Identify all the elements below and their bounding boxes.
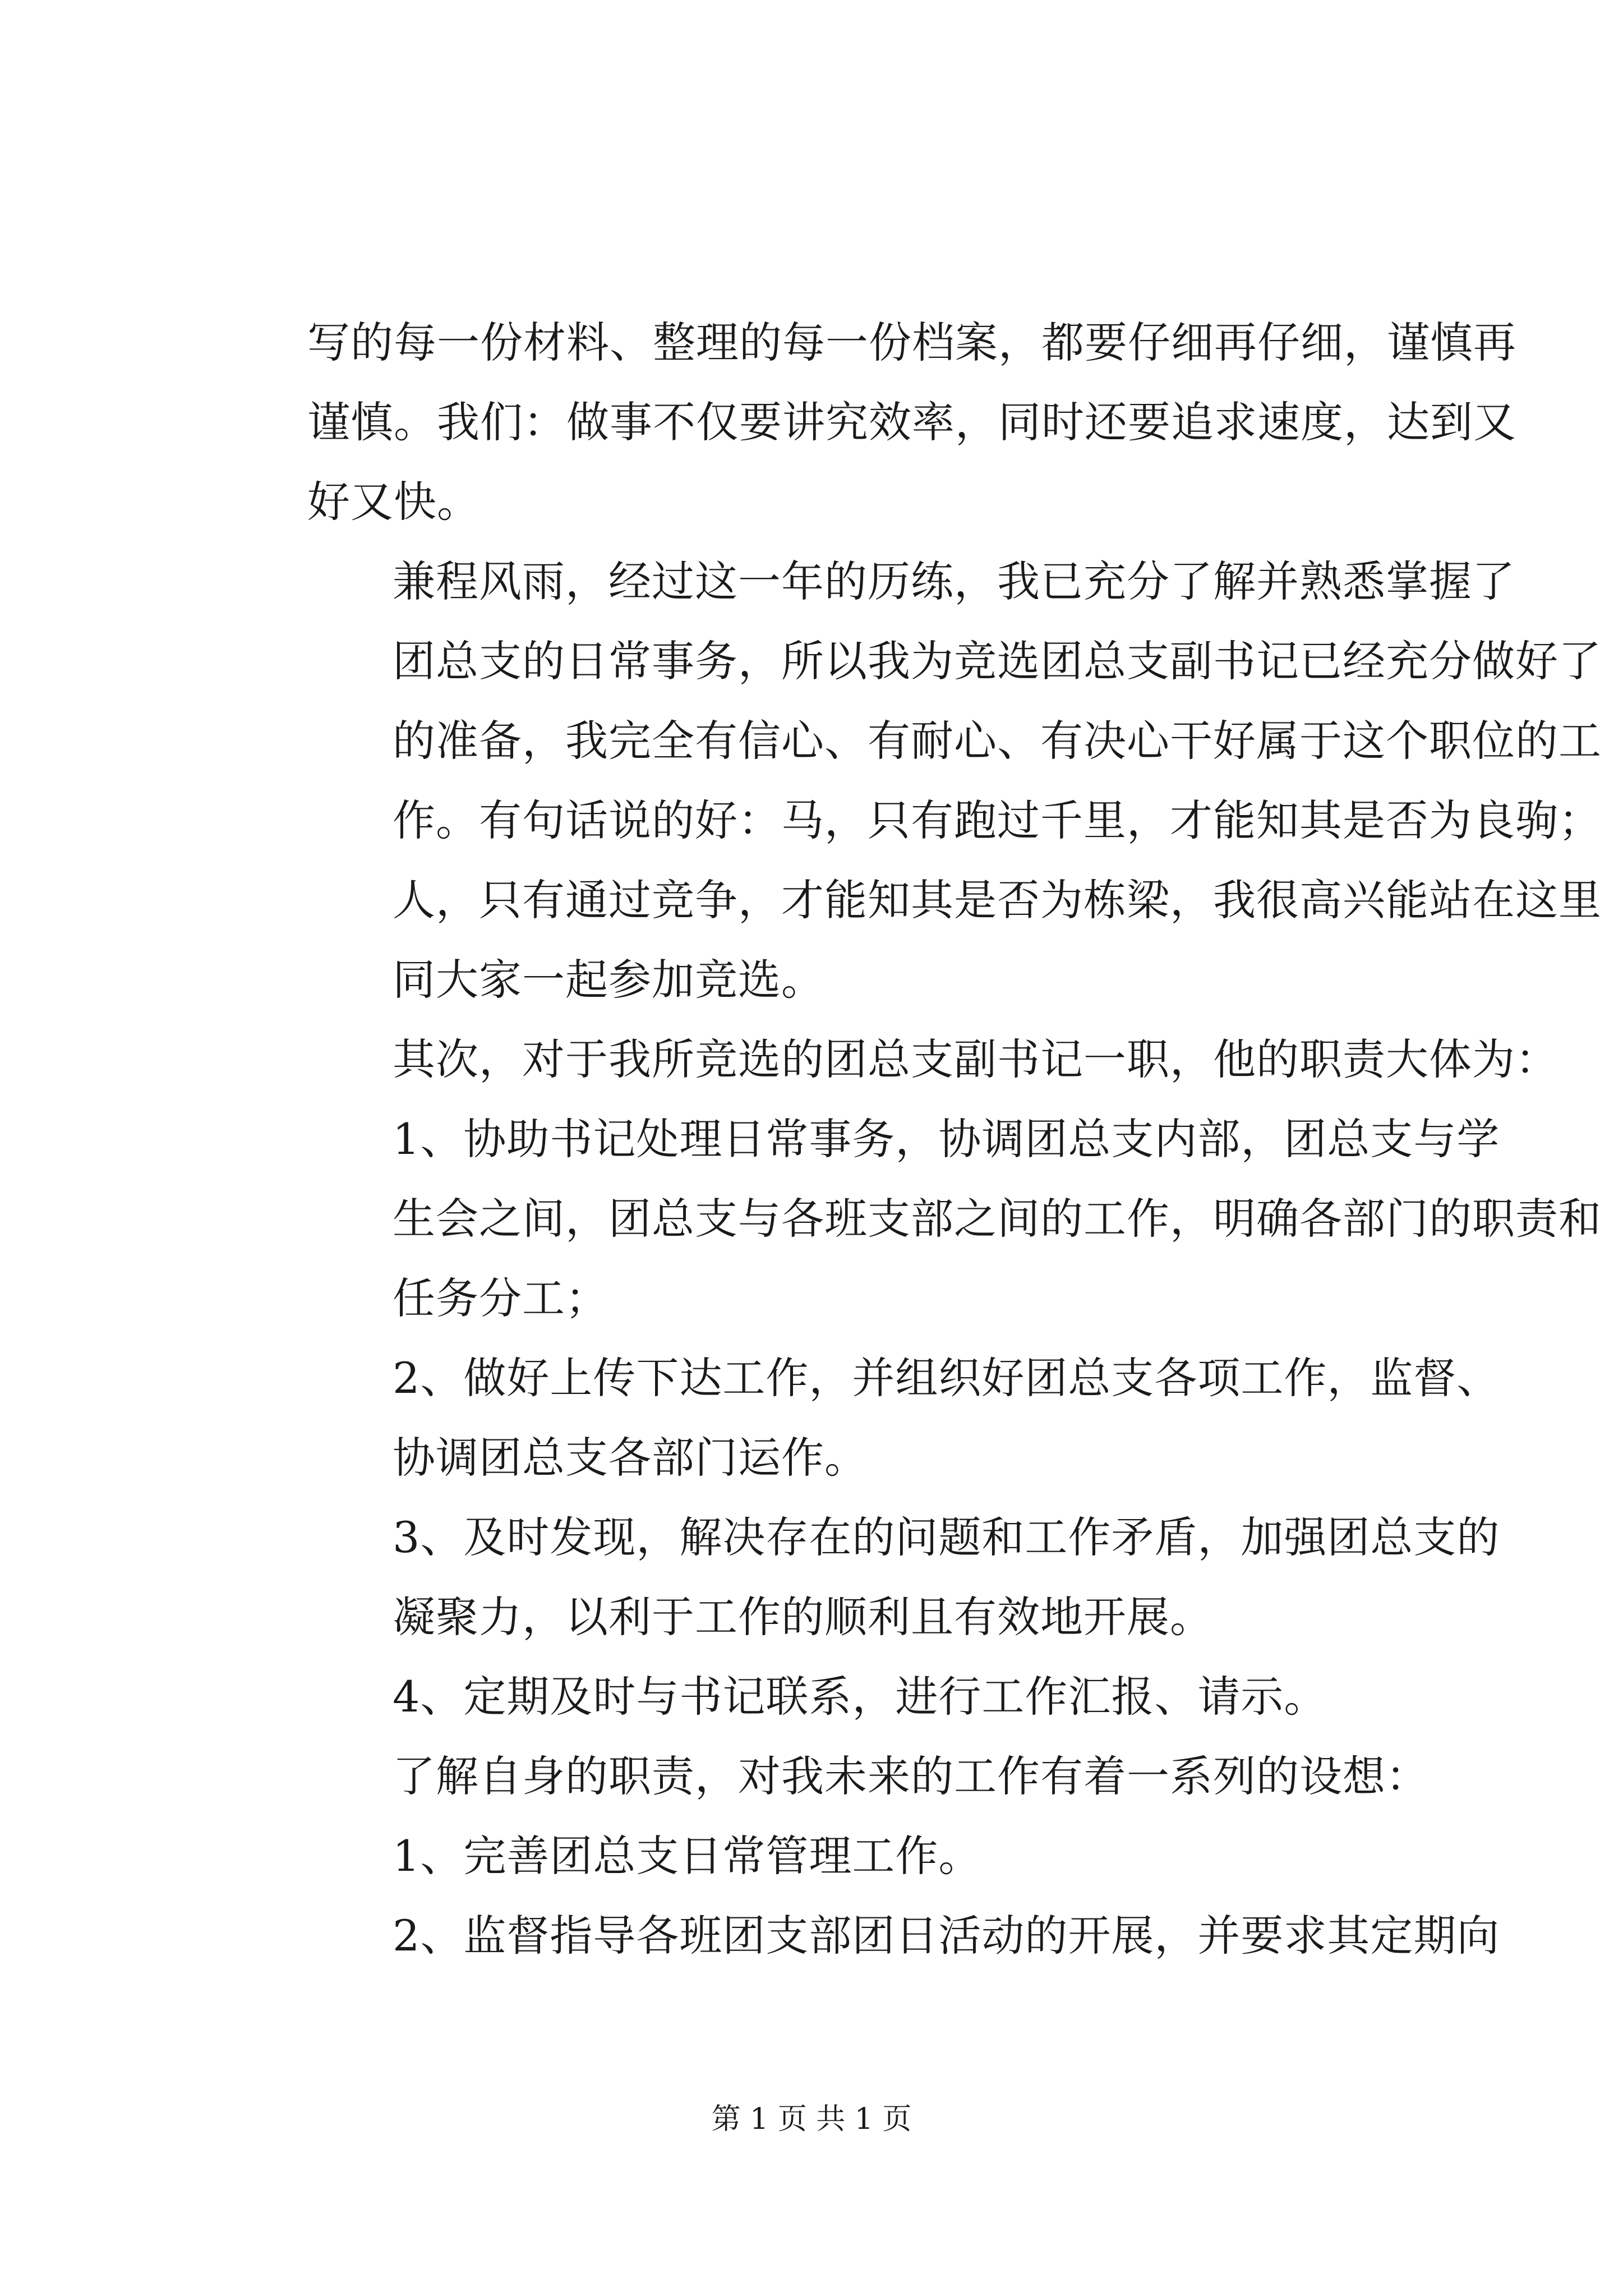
text-line: 4、定期及时与书记联系，进行工作汇报、请示。: [393, 1672, 1327, 1722]
text-line: 了解自身的职责，对我未来的工作有着一系列的设想：: [393, 1751, 1429, 1801]
text-line: 作。有句话说的好：马，只有跑过千里，才能知其是否为良驹；: [393, 795, 1602, 845]
text-line: 任务分工；: [393, 1273, 608, 1323]
paragraph: [307, 1020, 1559, 1099]
text-line: 3、及时发现，解决存在的问题和工作矛盾，加强团总支的: [393, 1512, 1500, 1562]
document-body: [307, 303, 1602, 1976]
text-line: 2、监督指导各班团支部团日活动的开展，并要求其定期向: [393, 1911, 1500, 1961]
paragraph: [307, 1099, 1602, 1338]
text-line: 谨慎。我们：做事不仅要讲究效率，同时还要追求速度，达到又: [307, 397, 1516, 447]
text-line: 团总支的日常事务，所以我为竞选团总支副书记已经充分做好了: [393, 636, 1602, 686]
text-line: 兼程风雨，经过这一年的历练，我已充分了解并熟悉掌握了: [393, 556, 1515, 606]
paragraph: [307, 542, 1602, 1020]
paragraph: [307, 1816, 1429, 1896]
text-line: 同大家一起参加竞选。: [393, 955, 824, 1005]
text-line: 1、完善团总支日常管理工作。: [393, 1831, 982, 1881]
paragraph: [307, 1498, 1500, 1657]
text-line: 写的每一份材料、整理的每一份档案，都要仔细再仔细，谨慎再: [307, 318, 1516, 367]
text-line: 好又快。: [307, 477, 480, 527]
text-line: 2、做好上传下达工作，并组织好团总支各项工作，监督、: [393, 1353, 1500, 1403]
paragraph: [307, 1737, 1429, 1816]
paragraph: [307, 1896, 1500, 1976]
text-line: 人，只有通过竞争，才能知其是否为栋梁，我很高兴能站在这里: [393, 875, 1602, 925]
text-line: 1、协助书记处理日常事务，协调团总支内部，团总支与学: [393, 1114, 1500, 1164]
paragraph: [307, 303, 1516, 542]
text-line: 其次，对于我所竞选的团总支副书记一职，他的职责大体为：: [393, 1034, 1559, 1084]
text-line: 的准备，我完全有信心、有耐心、有决心干好属于这个职位的工: [393, 716, 1602, 766]
page-footer: 第 1 页 共 1 页: [711, 2102, 912, 2136]
paragraph: [307, 1657, 1429, 1737]
text-line: 协调团总支各部门运作。: [393, 1433, 868, 1483]
text-line: 凝聚力，以利于工作的顺利且有效地开展。: [393, 1592, 1213, 1642]
text-line: 生会之间，团总支与各班支部之间的工作，明确各部门的职责和: [393, 1194, 1602, 1244]
paragraph: [307, 1338, 1500, 1498]
